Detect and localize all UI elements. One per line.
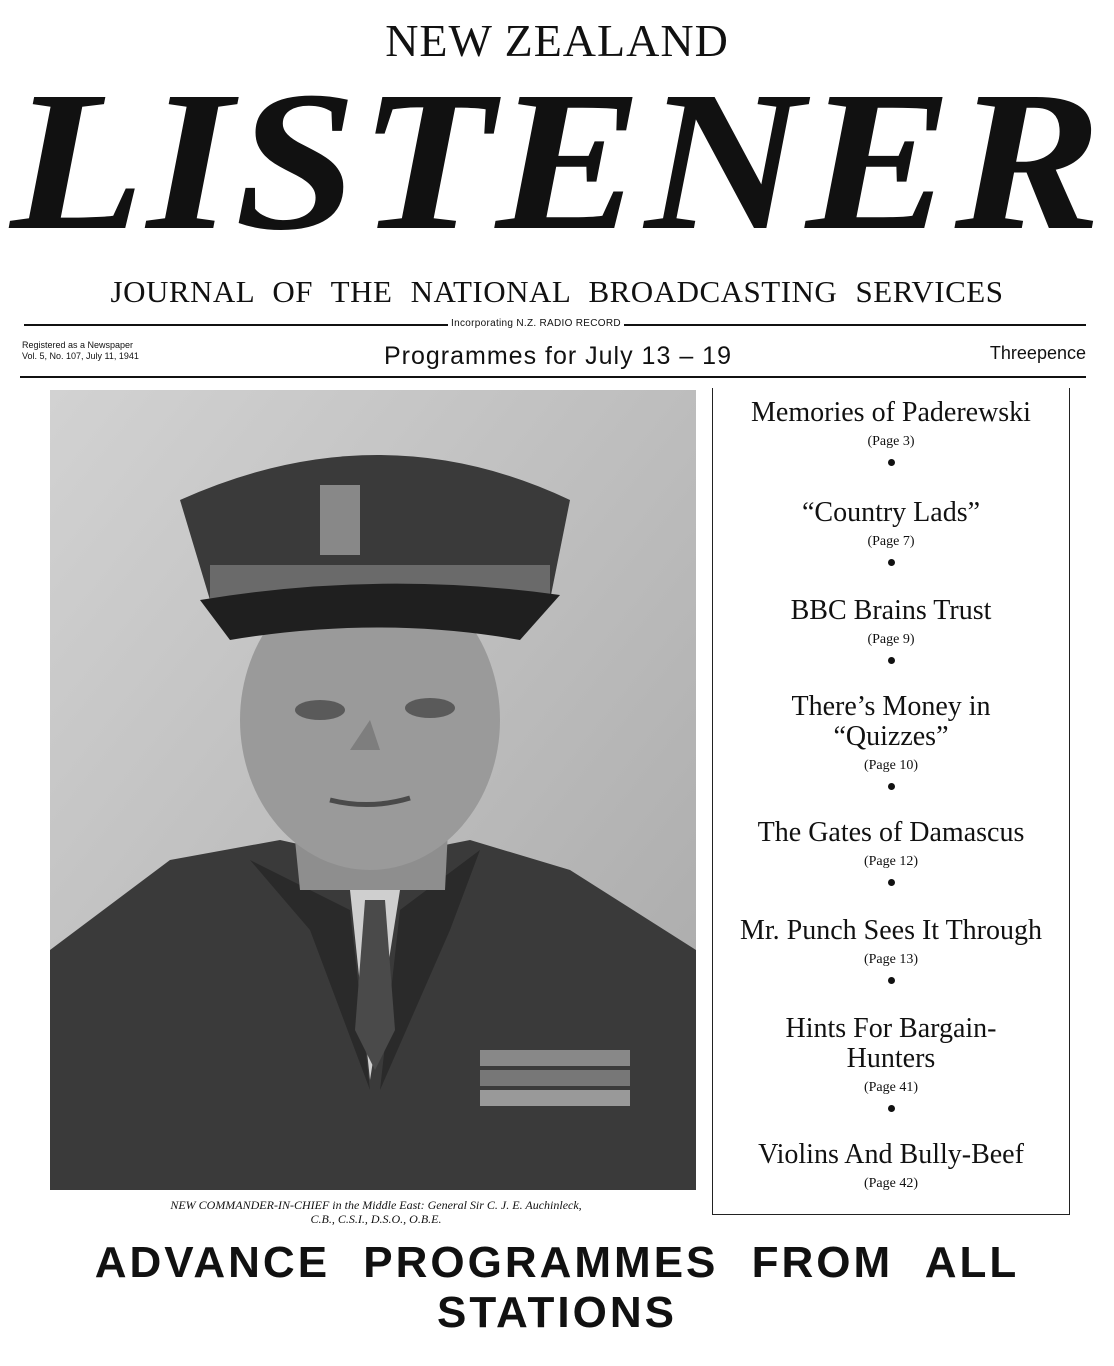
contents-item <box>713 1014 1069 1112</box>
contents-item-title: BBC Brains Trust <box>790 595 992 626</box>
contents-item-page: (Page 7) <box>867 534 915 549</box>
photo-caption <box>56 1198 696 1226</box>
contents-item-title: Mr. Punch Sees It Through <box>739 915 1043 946</box>
incorporating-line: Incorporating N.Z. RADIO RECORD <box>448 318 624 329</box>
bullet-dot <box>888 977 895 984</box>
portrait-illustration <box>50 390 696 1190</box>
contents-item-page: (Page 9) <box>867 632 915 647</box>
contents-item-title: There’s Money in “Quizzes” <box>791 691 991 752</box>
contents-item <box>713 596 1069 664</box>
cap-badge <box>320 485 360 555</box>
registered-text: Registered as a Newspaper <box>22 340 134 350</box>
registration-info <box>22 340 139 362</box>
price-text: Threepence <box>989 343 1086 363</box>
journal-subtitle: JOURNAL OF THE NATIONAL BROADCASTING SERVICES <box>110 274 1004 309</box>
contents-item-page: (Page 10) <box>863 758 919 773</box>
caption-line-1: NEW COMMANDER-IN-CHIEF in the Middle East: General Sir C. J. E. Auchinleck, <box>170 1198 582 1212</box>
contents-item <box>713 498 1069 566</box>
contents-item-page: (Page 3) <box>867 434 915 449</box>
contents-item-page: (Page 42) <box>863 1176 919 1191</box>
contents-box <box>712 388 1070 1215</box>
contents-item-title: Memories of Paderewski <box>751 397 1031 428</box>
bullet-dot <box>888 1105 895 1112</box>
bullet-dot <box>888 657 895 664</box>
contents-item-page: (Page 41) <box>863 1080 919 1095</box>
masthead-top: NEW ZEALAND <box>385 15 729 66</box>
contents-item <box>713 692 1069 790</box>
info-rule <box>20 376 1086 378</box>
contents-item-page: (Page 12) <box>863 854 919 869</box>
contents-item <box>713 818 1069 886</box>
programmes-dates: Programmes for July 13 – 19 <box>384 342 732 370</box>
cover-photo <box>50 390 696 1190</box>
contents-item <box>713 1140 1069 1192</box>
volume-text: Vol. 5, No. 107, July 11, 1941 <box>22 351 139 361</box>
contents-item <box>713 916 1069 984</box>
contents-item-title: The Gates of Damascus <box>757 817 1025 848</box>
bullet-dot <box>888 559 895 566</box>
bottom-banner: ADVANCE PROGRAMMES FROM ALL STATIONS <box>94 1238 1020 1337</box>
caption-line-2: C.B., C.S.I., D.S.O., O.B.E. <box>310 1212 442 1226</box>
bullet-dot <box>888 783 895 790</box>
contents-item-page: (Page 13) <box>863 952 919 967</box>
bullet-dot <box>888 459 895 466</box>
contents-item-title: “Country Lads” <box>801 497 981 528</box>
masthead-logo: LISTENER <box>10 51 1104 272</box>
contents-item-title: Hints For Bargain-Hunters <box>785 1013 997 1074</box>
contents-item-title: Violins And Bully-Beef <box>758 1139 1024 1170</box>
contents-item <box>713 398 1069 466</box>
bullet-dot <box>888 879 895 886</box>
